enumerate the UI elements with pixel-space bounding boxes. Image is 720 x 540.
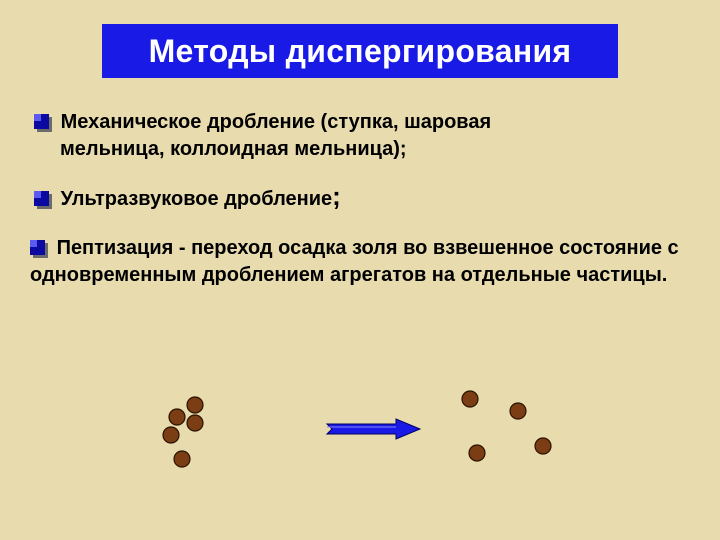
particle (174, 451, 190, 467)
particle (169, 409, 185, 425)
dispersed-particles (462, 391, 551, 461)
bullet-peptization-text: Пептизация - переход осадка золя во взвешенное состояние с одновременным дроблением агрегатов на отдельные частицы. (30, 237, 679, 286)
particle (187, 415, 203, 431)
particle (535, 438, 551, 454)
bullet-mechanical-line1: Механическое дробление (ступка, шаровая (60, 111, 492, 133)
particle (469, 445, 485, 461)
bullet-mechanical-line2: мельница, коллоидная мельница); (60, 138, 407, 160)
particle (462, 391, 478, 407)
bullet-ultrasonic-text: Ультразвуковое дробление (60, 188, 333, 210)
arrow-right-icon (327, 419, 420, 439)
particle (510, 403, 526, 419)
aggregate-cluster (163, 397, 203, 467)
particle (163, 427, 179, 443)
particle (187, 397, 203, 413)
bullet-ultrasonic-semicolon: ; (332, 181, 341, 211)
page-title: Методы диспергирования (148, 32, 572, 69)
